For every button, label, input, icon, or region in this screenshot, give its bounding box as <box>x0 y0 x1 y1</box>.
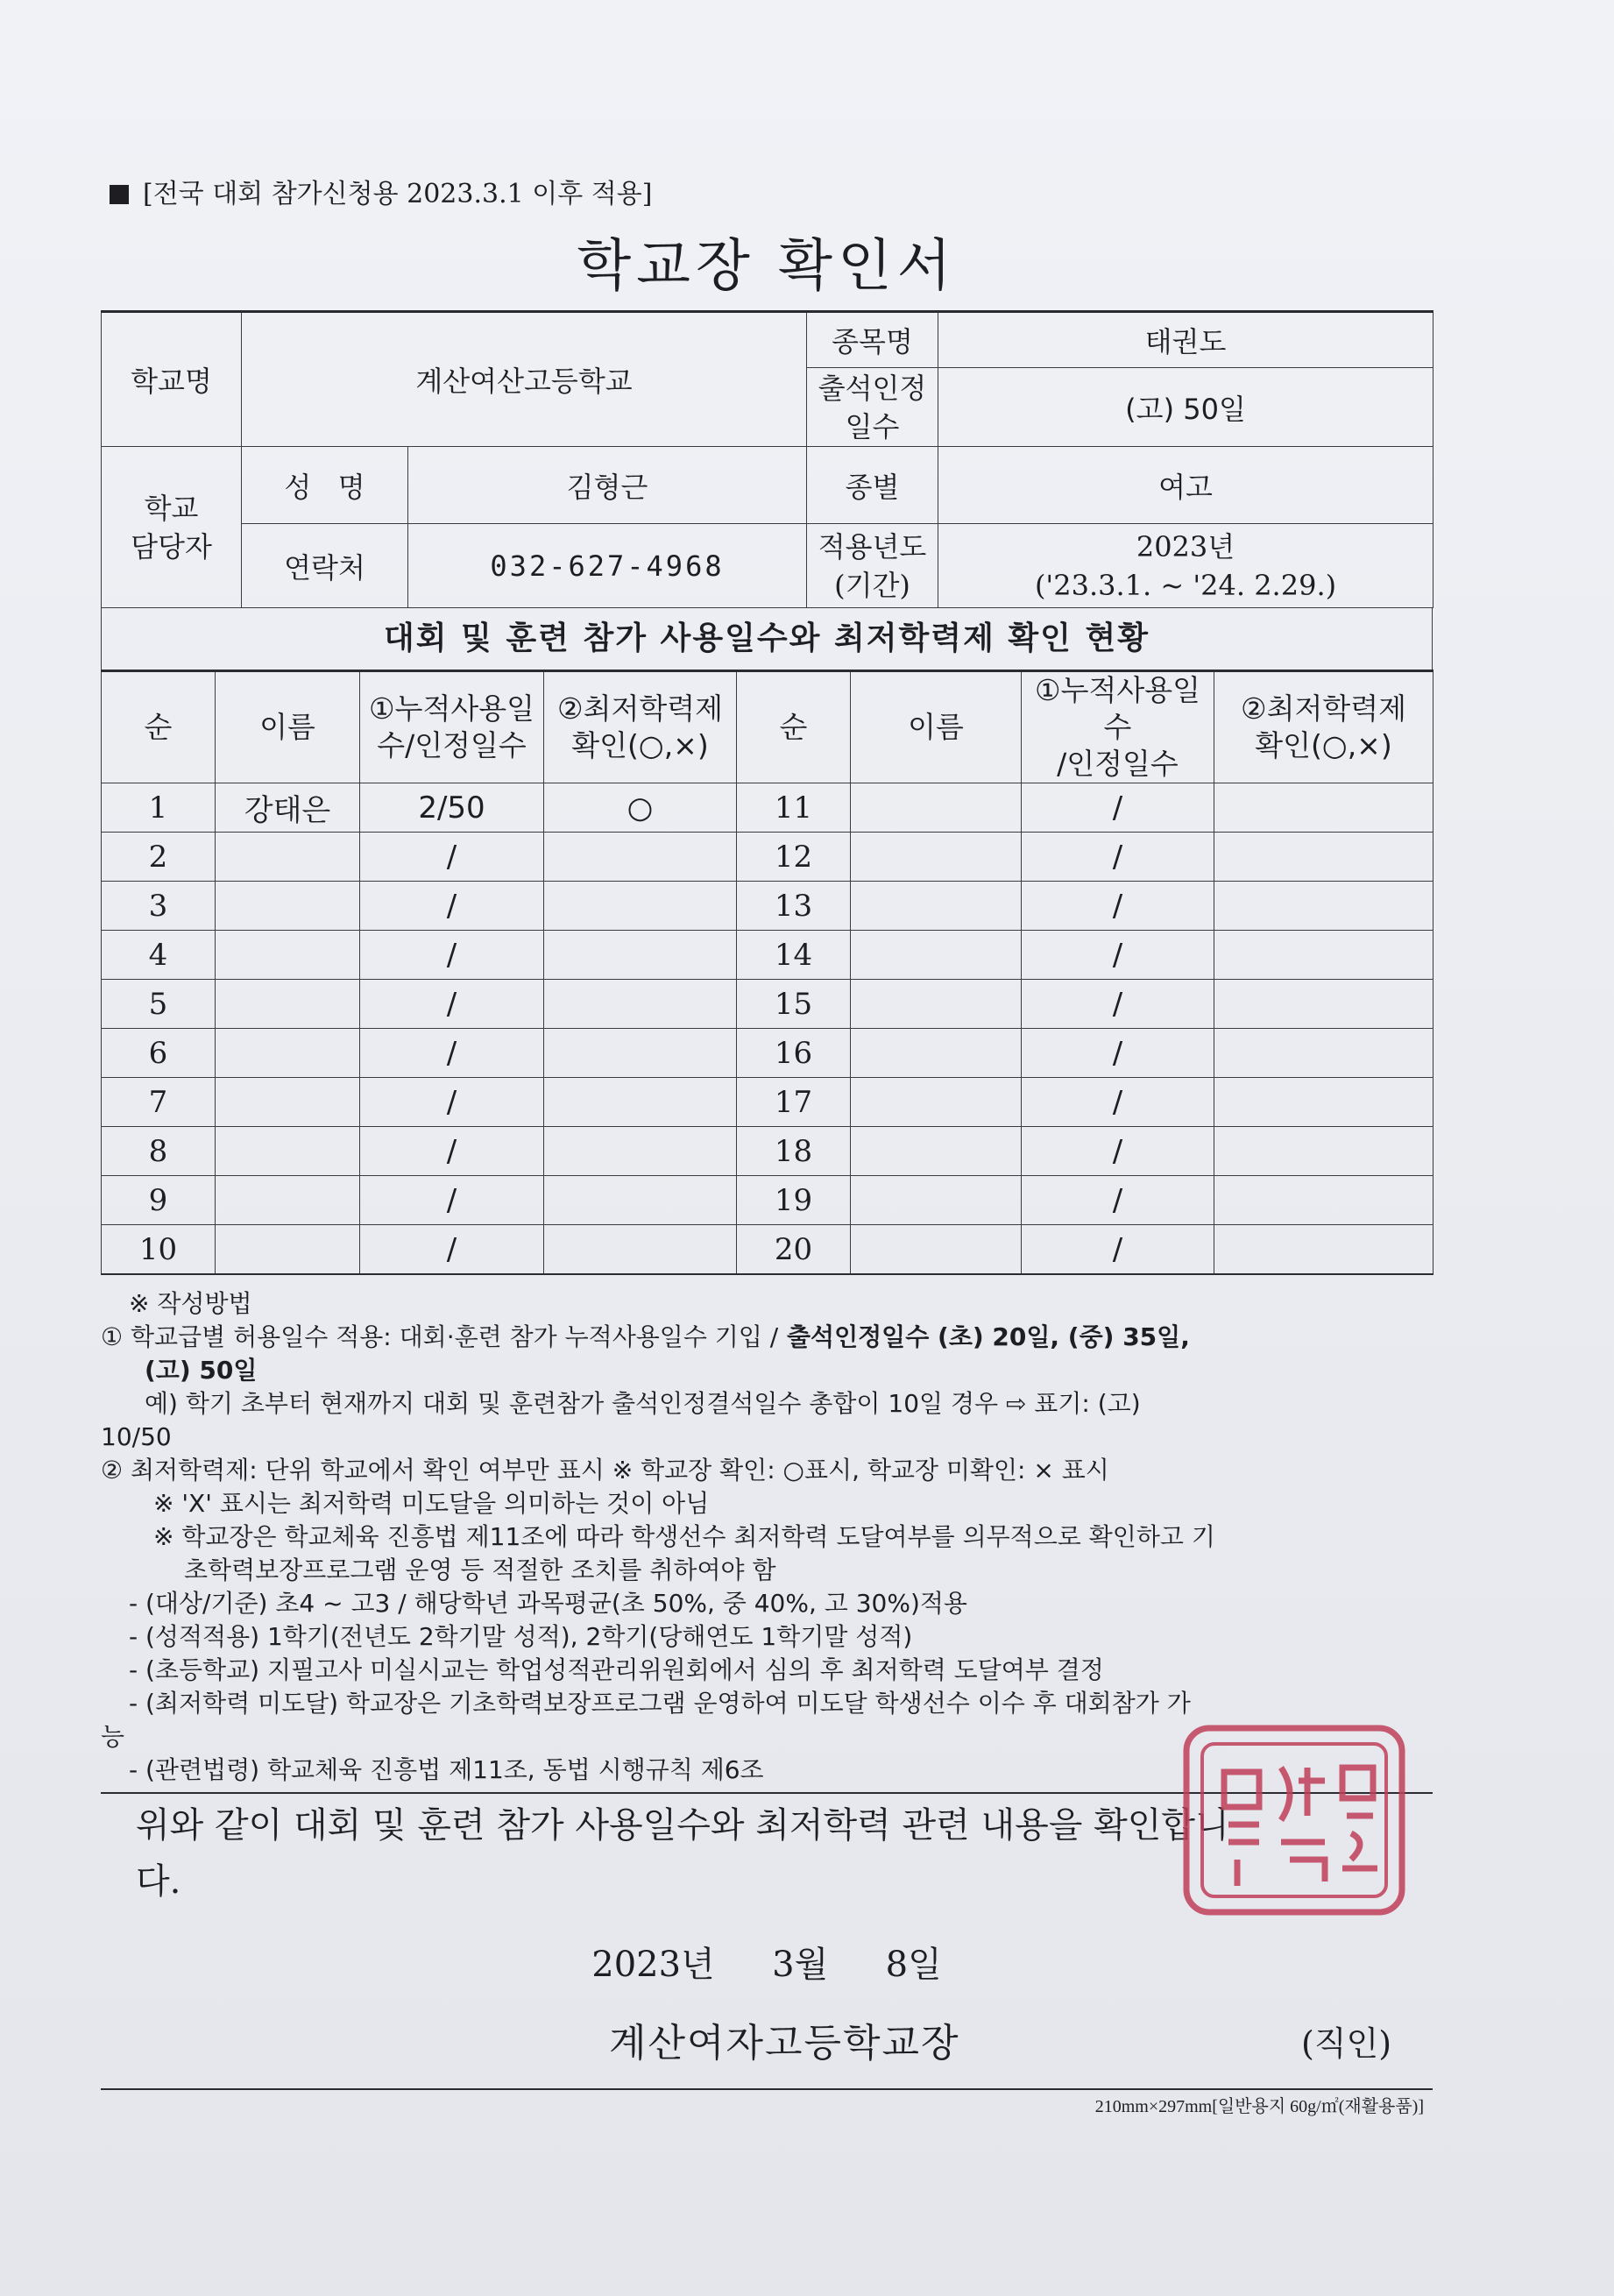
check-cell <box>544 1029 737 1078</box>
paper-spec-footer: 210mm×297mm[일반용지 60g/㎡(재활용품)] <box>1094 2097 1424 2116</box>
name-cell <box>851 1176 1022 1225</box>
col-header-check-right: ②최저학력제 확인(○,×) <box>1214 671 1433 783</box>
days-cell: / <box>360 1127 544 1176</box>
days-cell: / <box>1022 1078 1214 1127</box>
col-header-name: 이름 <box>216 671 360 783</box>
row-number-cell: 15 <box>737 980 851 1029</box>
days-cell: / <box>1022 1225 1214 1275</box>
days-cell: / <box>360 1176 544 1225</box>
table-row <box>102 931 1433 980</box>
days-cell: / <box>1022 1176 1214 1225</box>
check-cell <box>544 1176 737 1225</box>
table-row <box>102 1078 1433 1127</box>
check-cell <box>544 882 737 931</box>
sport-value: 태권도 <box>938 312 1433 368</box>
name-cell <box>851 980 1022 1029</box>
check-cell <box>1214 1029 1433 1078</box>
check-cell <box>1214 1078 1433 1127</box>
check-cell <box>1214 980 1433 1029</box>
row-number-cell: 1 <box>102 783 216 833</box>
days-cell: / <box>360 833 544 882</box>
type-label: 종별 <box>807 447 938 524</box>
row-number-cell: 18 <box>737 1127 851 1176</box>
confirm-line: 위와 같이 대회 및 훈련 참가 사용일수와 최저학력 관련 내용을 확인합니 <box>136 1805 1229 1846</box>
row-number-cell: 8 <box>102 1127 216 1176</box>
check-cell <box>544 980 737 1029</box>
writing-instructions <box>101 1287 1433 1787</box>
signature-line <box>101 2004 1433 2083</box>
days-cell: / <box>360 931 544 980</box>
check-cell <box>544 1127 737 1176</box>
form-header-note <box>110 175 1433 214</box>
note-line: 예) 학기 초부터 현재까지 대회 및 훈련참가 출석인정결석일수 총합이 10일 경우 ⇨ 표기: (고) <box>145 1389 1141 1418</box>
check-cell <box>1214 783 1433 833</box>
note-line: 10/50 <box>101 1422 172 1451</box>
school-seal-stamp <box>1176 1719 1412 1921</box>
row-number-cell: 3 <box>102 882 216 931</box>
seal-label: (직인) <box>1301 2024 1392 2063</box>
table-row <box>102 1127 1433 1176</box>
days-cell: / <box>360 980 544 1029</box>
name-cell <box>851 1127 1022 1176</box>
row-number-cell: 11 <box>737 783 851 833</box>
school-info-table <box>101 310 1433 608</box>
name-cell <box>216 980 360 1029</box>
days-cell: / <box>360 1078 544 1127</box>
apply-year-label: 적용년도 (기간) <box>807 524 938 608</box>
note-line: - (대상/기준) 초4 ~ 고3 / 해당학년 과목평균(초 50%, 중 40%, 고 30%)적용 <box>129 1589 967 1618</box>
name-cell: 강태은 <box>216 783 360 833</box>
name-cell <box>851 1029 1022 1078</box>
principal-title: 계산여자고등학교장 <box>609 2021 960 2066</box>
page-title: 학교장 확인서 <box>577 234 957 299</box>
bottom-divider <box>101 2088 1433 2090</box>
table-row <box>102 1176 1433 1225</box>
row-number-cell: 10 <box>102 1225 216 1275</box>
notes-heading: ※ 작성방법 <box>129 1289 252 1318</box>
note-line: ① 학교급별 허용일수 적용: 대회·훈련 참가 누적사용일수 기입 / 출석인정일수 (초) 20일, (중) 35일, <box>101 1322 1190 1351</box>
name-cell <box>851 1078 1022 1127</box>
days-cell: / <box>1022 783 1214 833</box>
table-row <box>102 882 1433 931</box>
days-cell: / <box>1022 1127 1214 1176</box>
name-cell <box>216 833 360 882</box>
header-note-text: [전국 대회 참가신청용 2023.3.1 이후 적용] <box>143 179 653 209</box>
check-cell: ○ <box>544 783 737 833</box>
row-number-cell: 13 <box>737 882 851 931</box>
section-title: 대회 및 훈련 참가 사용일수와 최저학력제 확인 현황 <box>101 608 1433 670</box>
note-line: ※ 학교장은 학교체육 진흥법 제11조에 따라 학생선수 최저학력 도달여부를 의무적으로 확인하고 기 <box>153 1522 1215 1551</box>
note-line: ※ 'X' 표시는 최저학력 미도달을 의미하는 것이 아님 <box>153 1489 710 1518</box>
note-line: 능 <box>101 1722 125 1751</box>
row-number-cell: 2 <box>102 833 216 882</box>
row-number-cell: 6 <box>102 1029 216 1078</box>
col-header-no-right: 순 <box>737 671 851 783</box>
row-number-cell: 20 <box>737 1225 851 1275</box>
days-cell: 2/50 <box>360 783 544 833</box>
table-row <box>102 783 1433 833</box>
type-value: 여고 <box>938 447 1433 524</box>
name-cell <box>851 783 1022 833</box>
note-line: - (성적적용) 1학기(전년도 2학기말 성적), 2학기(당해연도 1학기말 성적) <box>129 1622 913 1651</box>
table-row <box>102 833 1433 882</box>
days-cell: / <box>360 1225 544 1275</box>
name-cell <box>851 1225 1022 1275</box>
table-row <box>102 980 1433 1029</box>
note-line: 초학력보장프로그램 운영 등 적절한 조치를 취하여야 함 <box>184 1555 776 1584</box>
issue-date: 2023년 3월 8일 <box>591 1945 942 1985</box>
note-line: - (관련법령) 학교체육 진흥법 제11조, 동법 시행규칙 제6조 <box>129 1755 764 1784</box>
col-header-check: ②최저학력제 확인(○,×) <box>544 671 737 783</box>
name-cell <box>851 882 1022 931</box>
table-row <box>102 1225 1433 1275</box>
row-number-cell: 17 <box>737 1078 851 1127</box>
attend-days-value: (고) 50일 <box>938 368 1433 447</box>
note-line: - (초등학교) 지필고사 미실시교는 학업성적관리위원회에서 심의 후 최저학력 도달여부 결정 <box>129 1655 1104 1684</box>
name-cell <box>216 931 360 980</box>
note-line: - (최저학력 미도달) 학교장은 기초학력보장프로그램 운영하여 미도달 학생선수 이수 후 대회참가 가 <box>129 1689 1191 1718</box>
check-cell <box>1214 1127 1433 1176</box>
name-cell <box>216 1078 360 1127</box>
row-number-cell: 4 <box>102 931 216 980</box>
check-cell <box>544 1078 737 1127</box>
row-number-cell: 7 <box>102 1078 216 1127</box>
name-label: 성 명 <box>242 447 408 524</box>
check-cell <box>1214 1225 1433 1275</box>
col-header-days-right: ①누적사용일수 /인정일수 <box>1022 671 1214 783</box>
check-cell <box>1214 931 1433 980</box>
name-cell <box>216 1127 360 1176</box>
confirm-line: 다. <box>136 1861 181 1902</box>
name-cell <box>216 882 360 931</box>
row-number-cell: 19 <box>737 1176 851 1225</box>
note-line: (고) 50일 <box>145 1356 258 1385</box>
participation-table <box>101 670 1433 1275</box>
row-number-cell: 9 <box>102 1176 216 1225</box>
col-header-name-right: 이름 <box>851 671 1022 783</box>
table-header-row <box>102 671 1433 783</box>
school-name-label: 학교명 <box>102 312 242 447</box>
row-number-cell: 5 <box>102 980 216 1029</box>
contact-label: 연락처 <box>242 524 408 608</box>
row-number-cell: 16 <box>737 1029 851 1078</box>
school-name-value: 계산여산고등학교 <box>242 312 807 447</box>
days-cell: / <box>1022 980 1214 1029</box>
check-cell <box>544 833 737 882</box>
name-cell <box>851 833 1022 882</box>
attend-days-label: 출석인정 일수 <box>807 368 938 447</box>
note-line: ② 최저학력제: 단위 학교에서 확인 여부만 표시 ※ 학교장 확인: ○표시, 학교장 미확인: × 표시 <box>101 1456 1109 1485</box>
contact-value: 032-627-4968 <box>408 524 807 608</box>
days-cell: / <box>1022 931 1214 980</box>
name-cell <box>216 1225 360 1275</box>
name-value: 김형근 <box>408 447 807 524</box>
manager-label: 학교 담당자 <box>102 447 242 608</box>
name-cell <box>216 1176 360 1225</box>
check-cell <box>1214 1176 1433 1225</box>
col-header-days: ①누적사용일 수/인정일수 <box>360 671 544 783</box>
check-cell <box>1214 833 1433 882</box>
name-cell <box>216 1029 360 1078</box>
check-cell <box>1214 882 1433 931</box>
days-cell: / <box>1022 1029 1214 1078</box>
row-number-cell: 12 <box>737 833 851 882</box>
sport-label: 종목명 <box>807 312 938 368</box>
days-cell: / <box>360 882 544 931</box>
square-bullet-icon <box>110 185 129 204</box>
check-cell <box>544 1225 737 1275</box>
days-cell: / <box>360 1029 544 1078</box>
check-cell <box>544 931 737 980</box>
row-number-cell: 14 <box>737 931 851 980</box>
apply-year-value: 2023년 ('23.3.1. ~ '24. 2.29.) <box>938 524 1433 608</box>
col-header-no: 순 <box>102 671 216 783</box>
days-cell: / <box>1022 882 1214 931</box>
table-row <box>102 1029 1433 1078</box>
days-cell: / <box>1022 833 1214 882</box>
name-cell <box>851 931 1022 980</box>
